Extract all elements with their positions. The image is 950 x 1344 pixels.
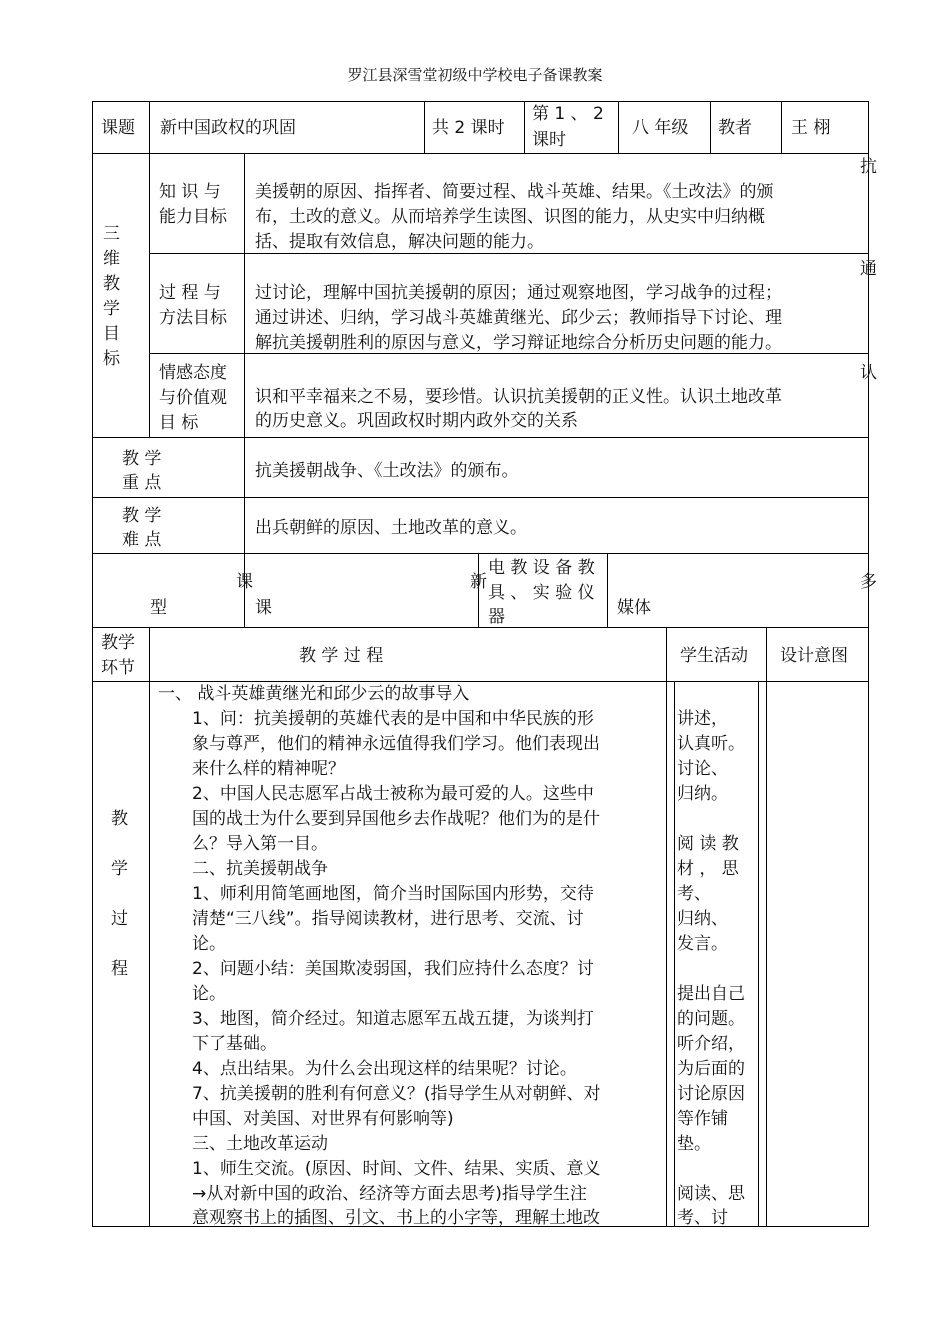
difficulty-label-1: 教 学 [122, 506, 162, 526]
process-label-2: 方法目标 [159, 308, 227, 328]
student-line: 的问题。 [677, 1009, 745, 1029]
teacher-label: 教者 [718, 118, 752, 138]
emotion-label-2: 与价值观 [159, 388, 227, 408]
student-line: 垫。 [677, 1134, 711, 1154]
process-line: 下了基础。 [192, 1034, 277, 1054]
student-line: 为后面的 [677, 1059, 745, 1079]
process-line: 论。 [192, 984, 226, 1004]
student-line: 讲述， [677, 709, 728, 729]
process-line: 中国、对美国、对世界有何影响等) [192, 1109, 454, 1129]
period-line2: 课时 [532, 130, 566, 150]
knowledge-label-2: 能力目标 [159, 207, 227, 227]
process-line: 象与尊严，他们的精神永远值得我们学习。他们表现出 [192, 734, 600, 754]
equipment-line: 具 、 实 验 仪 [488, 583, 595, 603]
student-line: 归纳。 [677, 784, 728, 804]
knowledge-line: 布，土改的意义。从而培养学生读图、识图的能力，从史实中归纳概 [255, 207, 765, 227]
process-line: 清楚“三八线”。指导阅读教材，进行思考、交流、讨 [192, 909, 584, 929]
lesson-type-xing: 型 [150, 598, 167, 618]
student-line: 讨论、 [677, 759, 728, 779]
emotion-line: 的历史意义。巩固政权时期内政外交的关系 [255, 411, 578, 431]
lesson-type-ke2: 课 [255, 598, 272, 618]
design-intent-header: 设计意图 [780, 646, 848, 666]
key-point-label-1: 教 学 [122, 449, 162, 469]
equipment-line: 电 教 设 备 教 [488, 558, 595, 578]
process-label-1: 过 程 与 [159, 283, 221, 303]
stage-header-2: 环节 [101, 658, 135, 678]
process-line: 3、地图，简介经过。知道志愿军五战五捷，为谈判打 [192, 1009, 594, 1029]
process-line: 1、师生交流。(原因、时间、文件、结果、实质、意义 [192, 1159, 601, 1179]
process-line: 过讨论，理解中国抗美援朝的原因；通过观察地图，学习战争的过程； [255, 283, 782, 303]
process-line: 4、点出结果。为什么会出现这样的结果呢？讨论。 [192, 1059, 577, 1079]
student-line: 发言。 [677, 934, 728, 954]
period-line1: 第 1 、 2 [532, 104, 604, 124]
student-line: 听介绍， [677, 1034, 745, 1054]
grade: 八 年级 [632, 118, 689, 138]
emotion-label-1: 情感态度 [159, 363, 227, 383]
difficulty-text: 出兵朝鲜的原因、土地改革的意义。 [255, 518, 527, 538]
student-line: 认真听。 [677, 734, 745, 754]
stage-header-1: 教学 [101, 633, 135, 653]
process-line: 论。 [192, 934, 226, 954]
process-overflow-char: 通 [860, 259, 877, 279]
emotion-label-3: 目 标 [159, 413, 199, 433]
knowledge-label-1: 知 识 与 [159, 182, 221, 202]
process-line: 7、抗美援朝的胜利有何意义？(指导学生从对朝鲜、对 [192, 1084, 601, 1104]
process-line: 三、土地改革运动 [192, 1134, 328, 1154]
student-line: 讨论原因 [677, 1084, 745, 1104]
student-activity-header: 学生活动 [680, 646, 748, 666]
key-point-label-2: 重 点 [122, 473, 162, 493]
difficulty-label-2: 难 点 [122, 530, 162, 550]
knowledge-line: 美援朝的原因、指挥者、简要过程、战斗英雄、结果。《土改法》的颁 [255, 182, 774, 202]
student-line: 等作铺 [677, 1109, 728, 1129]
lesson-type-xin: 新 [470, 572, 487, 592]
process-line: 意观察书上的插图、引文、书上的小字等，理解土地改 [192, 1208, 600, 1228]
lesson-type-ke: 课 [236, 572, 253, 592]
student-line: 材 ， 思 [677, 859, 739, 879]
topic-label: 课题 [101, 118, 135, 138]
process-line: 2、问题小结：美国欺凌弱国，我们应持什么态度？讨 [192, 959, 594, 979]
student-line: 归纳、 [677, 909, 728, 929]
student-line: 考、 [677, 884, 711, 904]
process-line: 二、抗美援朝战争 [192, 859, 328, 879]
student-line: 考、讨 [677, 1208, 728, 1228]
document-header: 罗江县深雪堂初级中学校电子备课教案 [347, 66, 603, 84]
process-line: 1、问：抗美援朝的英雄代表的是中国和中华民族的形 [192, 709, 594, 729]
process-line: 国的战士为什么要到异国他乡去作战呢？他们为的是什 [192, 809, 600, 829]
total-periods: 共 2 课时 [432, 118, 505, 138]
emotion-line: 识和平幸福来之不易，要珍惜。认识抗美援朝的正义性。认识土地改革 [255, 387, 782, 407]
process-line: →从对新中国的政治、经济等方面去思考)指导学生注 [192, 1184, 587, 1204]
media-overflow-char: 多 [860, 572, 877, 592]
process-line: 通过讲述、归纳，学习战斗英雄黄继光、邱少云；教师指导下讨论、理 [255, 308, 782, 328]
emotion-overflow-char: 认 [860, 363, 877, 383]
student-line: 提出自己 [677, 984, 745, 1004]
knowledge-line: 括、提取有效信息，解决问题的能力。 [255, 232, 544, 252]
process-line: 来什么样的精神呢？ [192, 759, 345, 779]
key-point-text: 抗美援朝战争、《土改法》的颁布。 [255, 461, 519, 481]
equipment-line: 器 [488, 607, 505, 627]
process-line: 一、 战斗英雄黄继光和邱少云的故事导入 [158, 684, 470, 704]
teacher-name: 王 栩 [791, 118, 831, 138]
topic-value: 新中国政权的巩固 [160, 118, 296, 138]
process-header: 教 学 过 程 [299, 646, 384, 666]
process-line: 解抗美援朝胜利的原因与意义，学习辩证地综合分析历史问题的能力。 [255, 333, 782, 353]
process-line: 2、中国人民志愿军占战士被称为最可爱的人。这些中 [192, 784, 594, 804]
media-label: 媒体 [617, 598, 651, 618]
student-line: 阅读、思 [677, 1184, 745, 1204]
process-line: 么？导入第一目。 [192, 834, 328, 854]
student-line: 阅 读 教 [677, 834, 739, 854]
process-line: 1、师利用简笔画地图，简介当时国际国内形势，交待 [192, 884, 594, 904]
knowledge-overflow-char: 抗 [860, 157, 877, 177]
